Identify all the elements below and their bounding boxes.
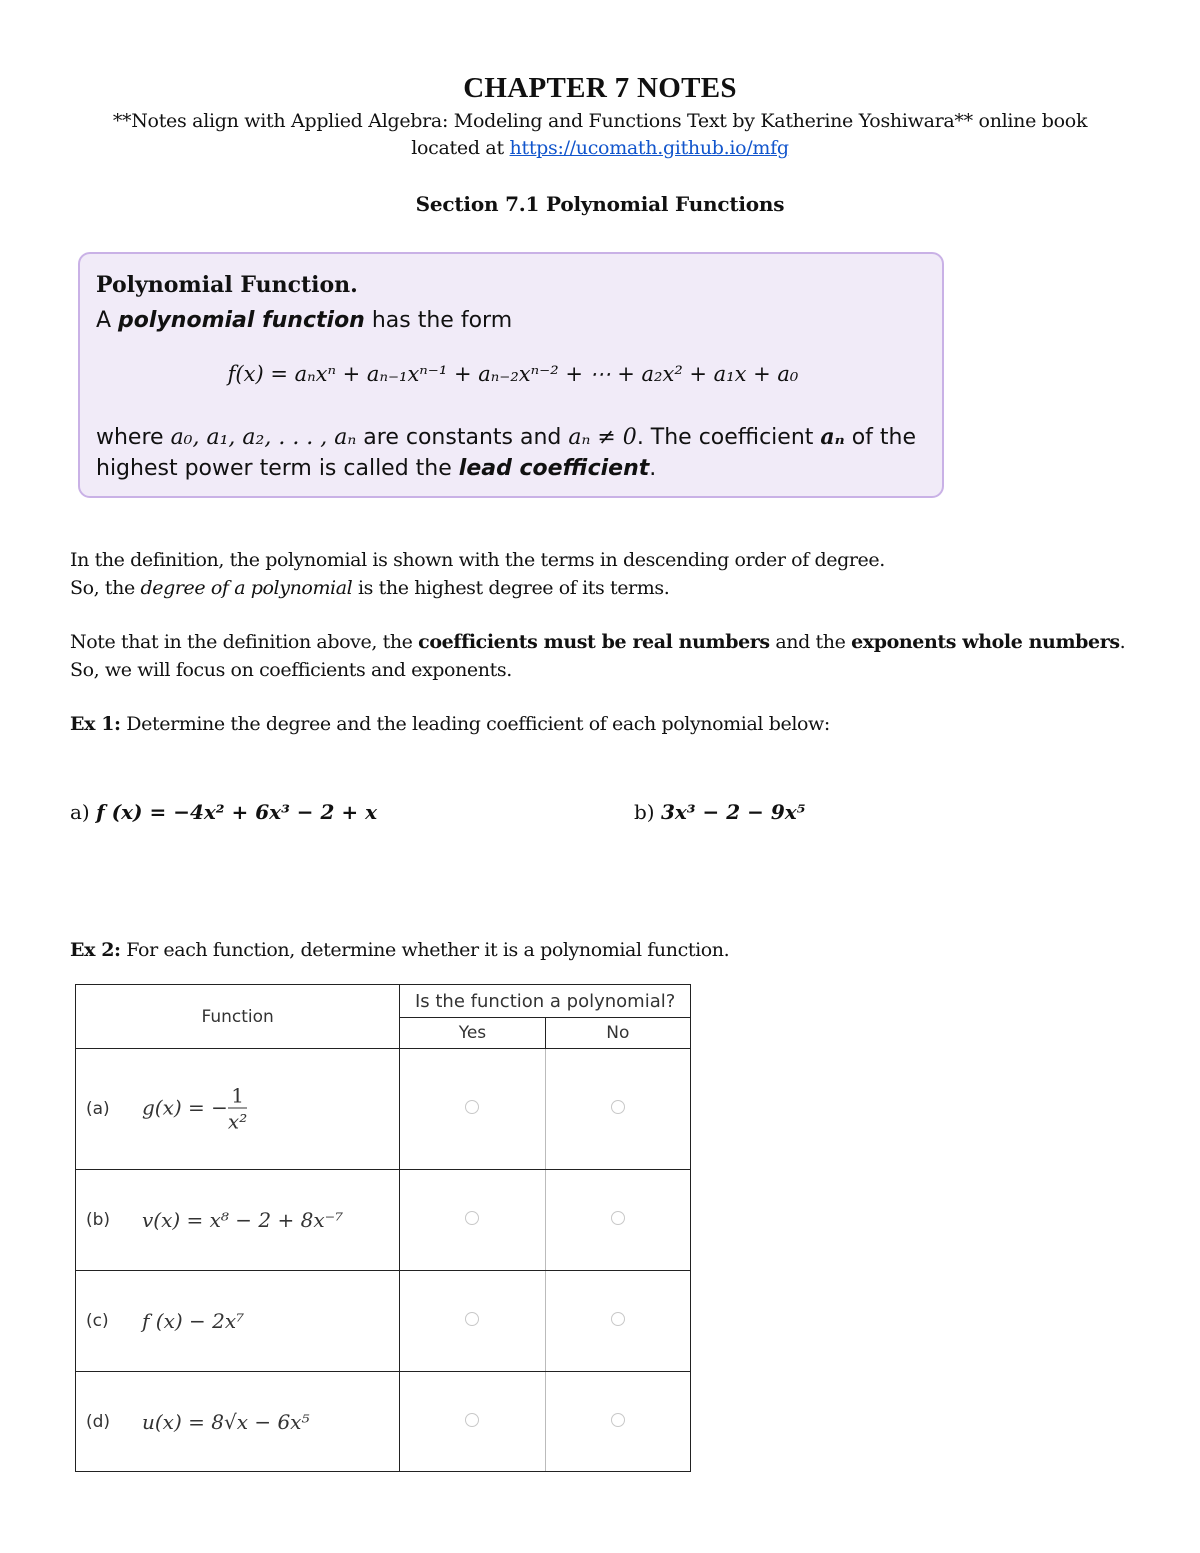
ex1-a-rhs: −4x² + 6x³ − 2 + x xyxy=(173,800,378,824)
row-label: (d) xyxy=(86,1411,111,1432)
body-term: lead coefficient xyxy=(458,456,650,481)
body-coef: aₙ xyxy=(820,424,845,450)
function-cell xyxy=(76,1372,400,1472)
body-prefix: where xyxy=(96,425,171,450)
ex1-part-b xyxy=(634,800,805,824)
table-row xyxy=(76,1049,691,1170)
table-row xyxy=(76,1170,691,1271)
body-mid: are constants and xyxy=(356,425,569,450)
subtitle xyxy=(60,108,1140,162)
ex2-label: Ex 2: xyxy=(70,939,121,961)
paragraph-degree xyxy=(70,546,1150,602)
no-radio[interactable] xyxy=(611,1312,625,1326)
p2-bold2: exponents whole numbers xyxy=(851,631,1120,653)
ex1-prompt xyxy=(70,710,1150,738)
function-cell xyxy=(76,1271,400,1372)
expr-lhs: g(x) = − xyxy=(142,1095,228,1120)
section-title: Section 7.1 Polynomial Functions xyxy=(415,192,785,216)
definition-body xyxy=(96,422,926,484)
col-no-header: No xyxy=(545,1018,690,1049)
yes-radio[interactable] xyxy=(465,1413,479,1427)
ex1-label: Ex 1: xyxy=(70,713,121,735)
col-question-header: Is the function a polynomial? xyxy=(400,985,691,1018)
p2-end: . xyxy=(1119,631,1126,653)
function-expression: u(x) = 8√x − 6x⁵ xyxy=(142,1409,310,1434)
paragraph-note xyxy=(70,628,1150,684)
no-cell xyxy=(545,1372,690,1472)
function-expression xyxy=(142,1084,247,1135)
yes-radio[interactable] xyxy=(465,1100,479,1114)
definition-box xyxy=(78,252,944,498)
definition-intro xyxy=(96,308,512,333)
yes-cell xyxy=(400,1372,545,1472)
ex1-text: Determine the degree and the leading coefficient of each polynomial below: xyxy=(120,713,830,735)
no-cell xyxy=(545,1271,690,1372)
no-radio[interactable] xyxy=(611,1100,625,1114)
yes-cell xyxy=(400,1170,545,1271)
yes-cell xyxy=(400,1049,545,1170)
ex1-a-label: a) xyxy=(70,800,97,824)
body-mid2: . The coefficient xyxy=(636,425,821,450)
function-expression: v(x) = x⁸ − 2 + 8x⁻⁷ xyxy=(142,1208,344,1232)
no-cell xyxy=(545,1049,690,1170)
p1-line2-prefix: So, the xyxy=(70,577,141,599)
book-link[interactable]: https://ucomath.github.io/mfg xyxy=(509,137,789,159)
ex1-part-a xyxy=(70,800,377,824)
definition-formula: f(x) = aₙxⁿ + aₙ₋₁xⁿ⁻¹ + aₙ₋₂xⁿ⁻² + ⋯ + a₂x² + a₁x + a₀ xyxy=(227,362,799,386)
no-cell xyxy=(545,1170,690,1271)
yes-radio[interactable] xyxy=(465,1312,479,1326)
body-constants: a₀, a₁, a₂, . . . , aₙ xyxy=(170,425,357,450)
ex1-a-lhs: f (x) = xyxy=(96,800,174,824)
no-radio[interactable] xyxy=(611,1413,625,1427)
fraction-denominator: x² xyxy=(227,1109,248,1134)
function-cell xyxy=(76,1170,400,1271)
fraction-numerator: 1 xyxy=(228,1084,247,1109)
definition-title: Polynomial Function. xyxy=(96,272,358,298)
ex1-b-label: b) xyxy=(634,800,661,824)
p2-line2: So, we will focus on coefficients and exponents. xyxy=(70,659,512,681)
polynomial-table xyxy=(75,984,691,1472)
body-end: . xyxy=(649,456,657,481)
intro-prefix: A xyxy=(96,308,119,333)
col-yes-header: Yes xyxy=(400,1018,545,1049)
ex1-b-expr: 3x³ − 2 − 9x⁵ xyxy=(660,800,806,824)
row-label: (a) xyxy=(86,1099,110,1119)
subtitle-line-1: **Notes align with Applied Algebra: Modeling and Functions Text by Katherine Yoshiwara** online book xyxy=(112,110,1088,132)
no-radio[interactable] xyxy=(611,1211,625,1225)
table-row xyxy=(76,1372,691,1472)
p2-prefix: Note that in the definition above, the xyxy=(70,631,419,653)
body-condition: aₙ ≠ 0 xyxy=(568,425,637,450)
p1-line1: In the definition, the polynomial is shown with the terms in descending order of degree. xyxy=(70,549,885,571)
fraction xyxy=(228,1084,247,1135)
yes-radio[interactable] xyxy=(465,1211,479,1225)
col-function-header: Function xyxy=(76,985,400,1049)
function-expression: f (x) − 2x⁷ xyxy=(142,1309,245,1333)
row-label: (b) xyxy=(86,1210,111,1230)
row-label: (c) xyxy=(86,1311,109,1331)
ex2-text: For each function, determine whether it is a polynomial function. xyxy=(120,939,730,961)
ex2-prompt xyxy=(70,936,1150,964)
page-title: CHAPTER 7 NOTES xyxy=(463,72,737,104)
p2-bold1: coefficients must be real numbers xyxy=(418,631,770,653)
p1-line2-suffix: is the highest degree of its terms. xyxy=(352,577,670,599)
table-row xyxy=(76,1271,691,1372)
p2-mid: and the xyxy=(769,631,852,653)
intro-suffix: has the form xyxy=(364,308,513,333)
function-cell xyxy=(76,1049,400,1170)
subtitle-line-2-prefix: located at xyxy=(411,137,510,159)
p1-line2-term: degree of a polynomial xyxy=(140,577,353,599)
body-mid3: of the highest power term is called the xyxy=(96,425,917,481)
intro-term: polynomial function xyxy=(118,308,365,333)
yes-cell xyxy=(400,1271,545,1372)
